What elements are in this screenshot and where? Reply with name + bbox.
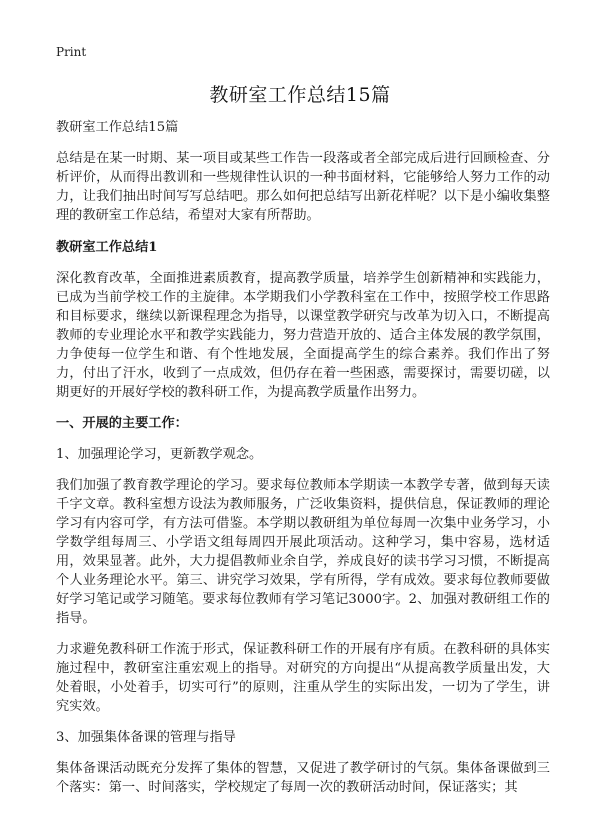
item2-paragraph: 力求避免教科研工作流于形式，保证教科研工作的开展有序有质。在教科研的具体实施过程中，教研室注重宏观上的指导。对研究的方向提出“从提高教学质量出发，大处着眼，小处着手，切实可行”的原则，注重从学生的实际出发，一切为了学生，讲究实效。 <box>56 642 550 714</box>
item1-paragraph: 我们加强了教育教学理论的学习。要求每位教师本学期读一本教学专著，做到每天读千字文章。教科室想方设法为教师服务，广泛收集资料，提供信息，保证教师的理论学习有内容可学，有方法可借鉴。本学期以教研组为单位每周一次集中业务学习，小学数学组每周三、小学语文组每周四开展此项活动。这种学习，集中容易，选材适用，效果显著。此外，大力提倡教师业余自学，养成良好的读书学习习惯，不断提高个人业务理论水平。第三、讲究学习效果，学有所得，学有成效。要求每位教师要做好学习笔记或学习随笔。要求每位教师有学习笔记3000字。2、加强对教研组工作的指导。 <box>56 478 550 626</box>
item3-title: 3、加强集体备课的管理与指导 <box>56 730 236 745</box>
item3-paragraph: 集体备课活动既充分发挥了集体的智慧，又促进了教学研讨的气氛。集体备课做到三个落实：第一、时间落实，学校规定了每周一次的教研活动时间，保证落实；其 <box>56 761 550 795</box>
section1-paragraph: 深化教育改革，全面推进素质教育，提高教学质量，培养学生创新精神和实践能力，已成为当前学校工作的主旋律。本学期我们小学教科室在工作中，按照学校工作思路和目标要求，继续以新课程理念为指导，以课堂教学研究与改革为切入口，不断提高教师的专业理论水平和教学实践能力，努力营造开放的、适合主体发展的教学氛围，力争使每一位学生和谐、有个性地发展，全面提高学生的综合素养。我们作出了努力，付出了汗水，收到了一点成效，但仍存在着一些困惑，需要探讨，需要切磋，以期更好的开展好学校的教科研工作，为提高教学质量作出努力。 <box>56 271 550 400</box>
intro-paragraph: 总结是在某一时期、某一项目或某些工作告一段落或者全部完成后进行回顾检查、分析评价，从而得出教训和一些规律性认识的一种书面材料，它能够给人努力工作的动力，让我们抽出时间写写总结吧。那么如何把总结写出新花样呢？以下是小编收集整理的教研室工作总结，希望对大家有所帮助。 <box>56 151 550 223</box>
item1-title: 1、加强理论学习，更新教学观念。 <box>56 447 263 462</box>
section1-heading: 教研室工作总结1 <box>56 240 158 255</box>
print-label: Print <box>56 45 87 59</box>
document-subtitle: 教研室工作总结15篇 <box>56 120 179 135</box>
page-title: 教研室工作总结15篇 <box>209 84 391 106</box>
main-work-heading: 一、开展的主要工作： <box>56 416 188 431</box>
document-body <box>56 118 550 809</box>
